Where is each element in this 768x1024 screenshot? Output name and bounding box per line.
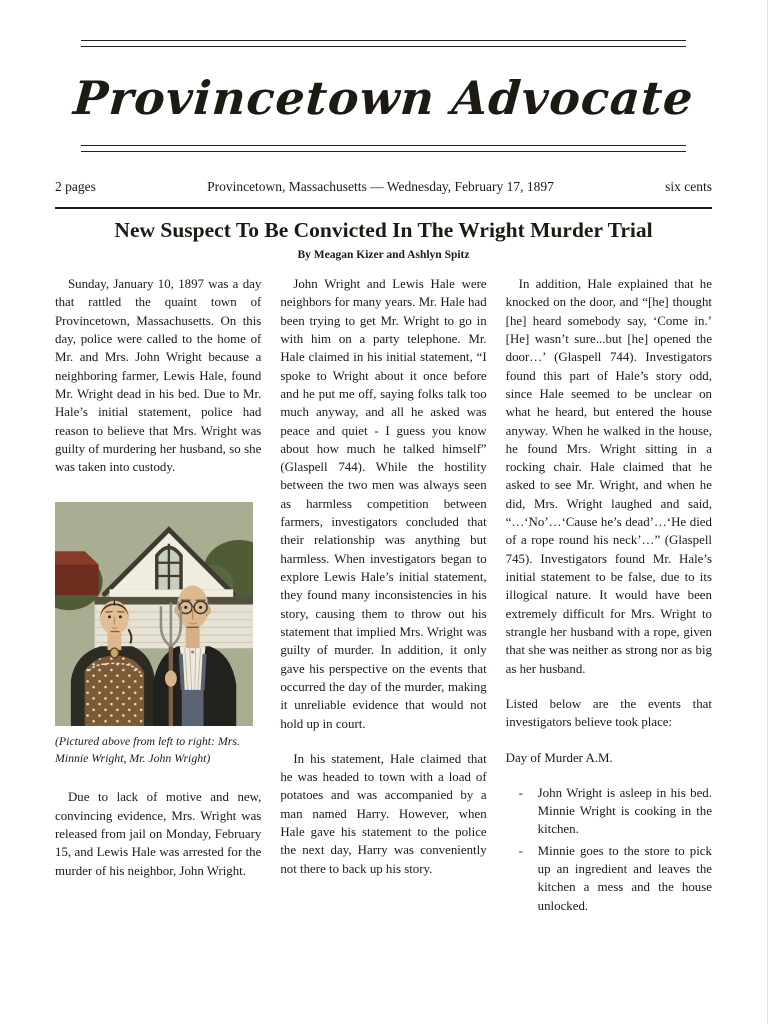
- event-text: Minnie goes to the store to pick up an ingredient and leaves the kitchen a mess and the house unlocked.: [537, 843, 712, 913]
- american-gothic-image: [55, 502, 253, 726]
- article-figure: [55, 502, 261, 766]
- rule-line: [81, 145, 685, 146]
- dateline-place-date: Provincetown, Massachusetts — Wednesday, February 17, 1897: [207, 179, 554, 194]
- event-list-item: [506, 842, 712, 915]
- event-text: John Wright is asleep in his bed. Minnie Wright is cooking in the kitchen.: [537, 785, 712, 837]
- headline-rule: [55, 207, 712, 209]
- masthead-rule: [81, 145, 685, 152]
- paragraph-release: Due to lack of motive and new, convincing evidence, Mrs. Wright was released from jail on Monday, February 15, and Lewis Hale was arrested for the murder of his neighbor, John Wright.: [55, 790, 262, 878]
- events-list-title: Day of Murder A.M.: [505, 750, 613, 765]
- column-3: [506, 275, 712, 918]
- column-1: [55, 275, 261, 918]
- rule-line: [81, 40, 685, 41]
- event-list-item: [506, 784, 712, 839]
- top-rule: [81, 40, 685, 47]
- column-2: [280, 275, 486, 918]
- article-headline: New Suspect To Be Convicted In The Wright Murder Trial: [114, 218, 653, 242]
- bullet-dash: -: [518, 785, 523, 800]
- rule-line: [81, 151, 685, 152]
- article-byline: By Meagan Kizer and Ashlyn Spitz: [297, 249, 470, 261]
- paragraph-intro: Sunday, January 10, 1897 was a day that rattled the quaint town of Provincetown, Massachusetts. On this day, police were called to the home of Mr. and Mrs. John Wright because a neighboring farmer, Lewis Hale, found Mr. Wright dead in his bed. Due to Mr. Hale’s initial statement, police had reason to believe that Mrs. Wright was guilty of murdering her husband, so she was taken into custody.: [55, 277, 262, 475]
- image-caption: (Pictured above from left to right: Mrs. Minnie Wright, Mr. John Wright): [55, 734, 240, 765]
- paragraph-lead-in: Listed below are the events that investigators believe took place:: [505, 696, 712, 730]
- paragraph-neighbors: John Wright and Lewis Hale were neighbors for many years. Mr. Hale had been trying to get Mr. Wright to go in with him on a party telephone. Mr. Hale claimed in his initial statement, “I spoke to Wright about it once before and he put me off, saying folks talk too much anyway, and all he asked was peace and quiet - I guess you know about how much he talked himself” (Glaspell 744). While the hostility between the two men was always seen as harmless competition between farmers, investigators concluded that their relationship was anything but harmless. When investigators began to explore Lewis Hale’s initial statement, they found many inconsistencies in his story, causing them to throw out his statement that implied Mrs. Wright was guilty of murder. In addition, it only gave his perspective on the events that occurred the day of the murder, making it unreliable evidence that would not hold up in court.: [280, 277, 487, 731]
- dateline: [55, 179, 712, 195]
- masthead-title: Provincetown Advocate: [71, 71, 696, 125]
- dateline-pages: 2 pages: [55, 179, 96, 194]
- article-columns: [55, 275, 712, 918]
- paragraph-door: In addition, Hale explained that he knocked on the door, and “[he] thought [he] heard somebody say, ‘Come in.’ [He] wasn’t sure...but [he] opened the door…’ (Glaspell 744). Investigators found this part of Hale’s story odd, since Hale seemed to be unclear on what he heard, but entered the house anyway. When he walked in the house, he found Mrs. Wright sitting in a rocking chair. Hale claimed that he asked to see Mr. Wright, and when he did, Mrs. Wright laughed and said, “…‘No’…‘Cause he’s dead’…‘He died of a rope round his neck’…” (Glaspell 745). Investigators found Mr. Hale’s initial statement to be false, due to its illogical nature. It would have been extremely difficult for Mrs. Wright to strangle her husband with a rope, given that she was neither as strong nor as big as her husband.: [505, 277, 712, 676]
- paragraph-potatoes: In his statement, Hale claimed that he was headed to town with a load of potatoes and was accompanied by a man named Harry. However, when Hale gave his statement to the police the next day, Harry was conveniently not there to back up his story.: [280, 751, 487, 876]
- dateline-price: six cents: [665, 179, 712, 194]
- rule-line: [81, 46, 685, 47]
- bullet-dash: -: [518, 843, 523, 858]
